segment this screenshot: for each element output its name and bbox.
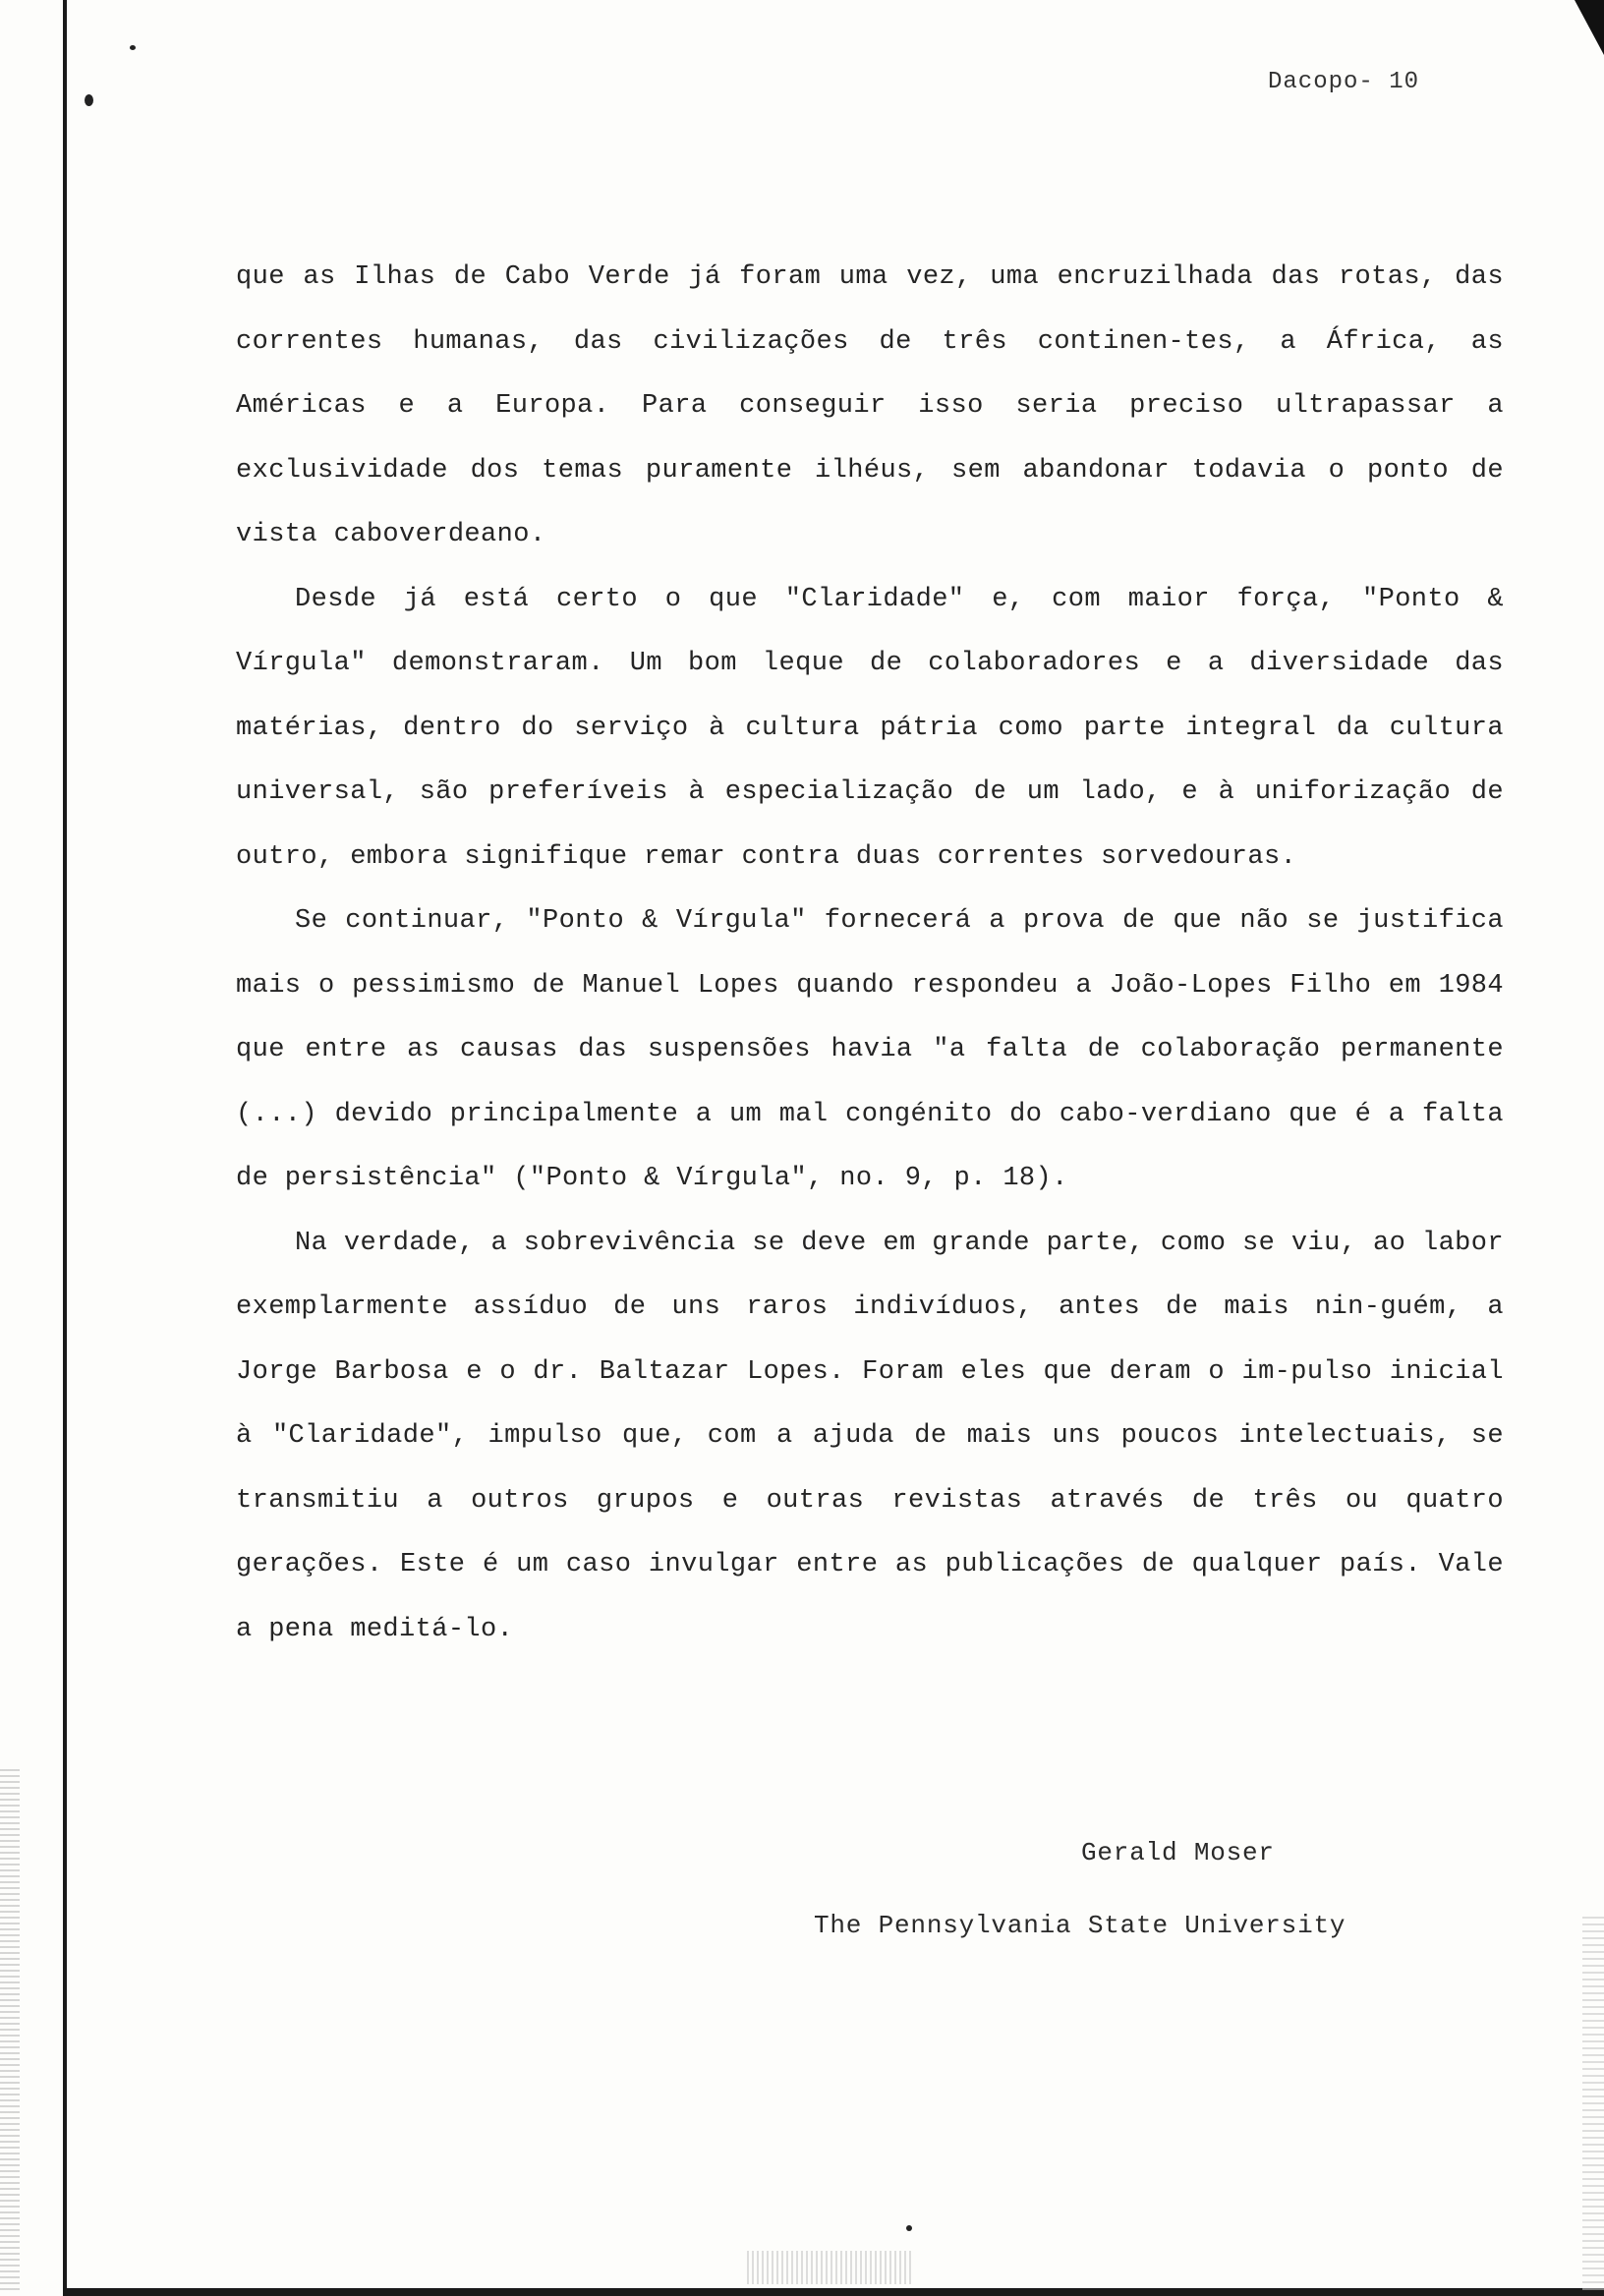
paragraph: Se continuar, "Ponto & Vírgula" fornecerá a prova de que não se justifica mais o pessimismo de Manuel Lopes quando respondeu a João-Lopes Filho em 1984 que entre as causas das suspensões havia "a falta de colaboração permanente (...) devido principalmente a um mal congénito do cabo-verdiano que é a falta de persistência" ("Ponto & Vírgula", no. 9, p. 18). <box>236 906 1504 1193</box>
scan-binding-marks <box>747 2251 914 2284</box>
scan-speck <box>85 94 93 106</box>
body-text <box>236 246 1504 1662</box>
signature-affiliation: The Pennsylvania State University <box>814 1911 1346 1940</box>
scan-speck <box>906 2225 912 2231</box>
scan-corner-shadow <box>1575 0 1604 55</box>
scan-bleed-left <box>0 1769 20 2290</box>
scan-edge-left <box>63 0 67 2296</box>
signature-author: Gerald Moser <box>1081 1838 1275 1867</box>
scan-speck <box>130 45 136 50</box>
paragraph: Desde já está certo o que "Claridade" e, com maior força, "Ponto & Vírgula" demonstraram. Um bom leque de colaboradores e a diversidade das matérias, dentro do serviço à cultura pátria como parte integral da cultura universal, são preferíveis à especialização de um lado, e à uniforização de outro, embora signifique remar contra duas correntes sorvedouras. <box>236 584 1504 872</box>
scan-edge-bottom <box>63 2288 1604 2296</box>
scan-bleed-right <box>1582 1917 1604 2290</box>
page-number: Dacopo- 10 <box>1268 69 1420 95</box>
paragraph: Na verdade, a sobrevivência se deve em grande parte, como se viu, ao labor exemplarmente assíduo de uns raros indivíduos, antes de mais nin-guém, a Jorge Barbosa e o dr. Baltazar Lopes. Foram eles que deram o im-pulso inicial à "Claridade", impulso que, com a ajuda de mais uns poucos intelectuais, se transmitiu a outros grupos e outras revistas através de três ou quatro gerações. Este é um caso invulgar entre as publicações de qualquer país. Vale a pena meditá-lo. <box>236 1228 1504 1644</box>
paragraph: que as Ilhas de Cabo Verde já foram uma vez, uma encruzilhada das rotas, das correntes humanas, das civilizações de três continen-tes, a África, as Américas e a Europa. Para conseguir isso seria preciso ultrapassar a exclusividade dos temas puramente ilhéus, sem abandonar todavia o ponto de vista caboverdeano. <box>236 262 1504 549</box>
